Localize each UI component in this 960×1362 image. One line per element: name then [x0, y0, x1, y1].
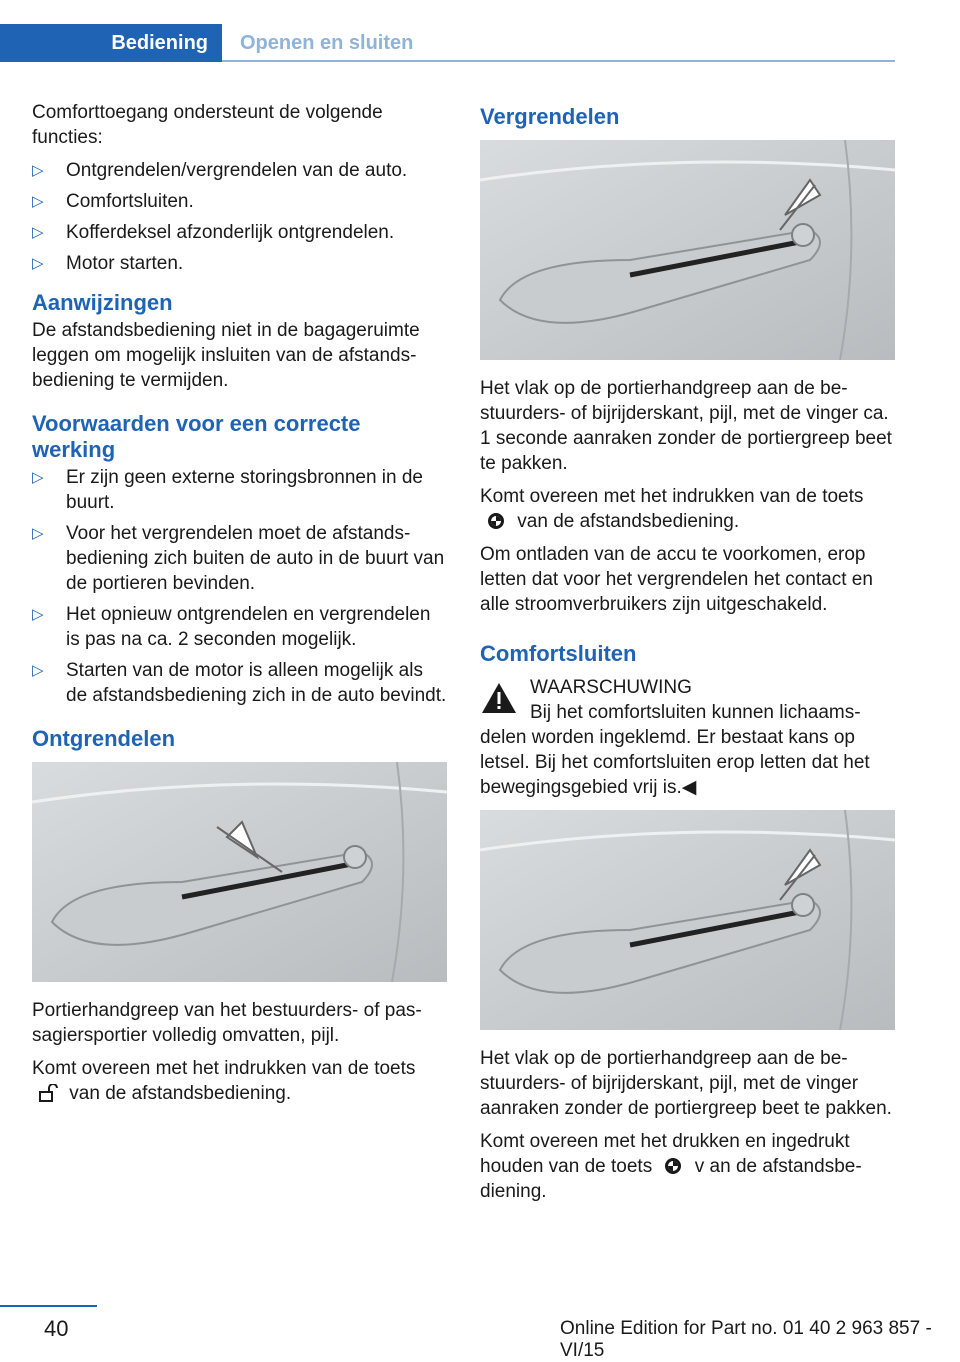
- list-item: ▷ Voor het vergrendelen moet de afstandsbediening zich buiten de auto in de buurt van de portieren bevinden.: [32, 521, 447, 596]
- unlock-key-icon: [38, 1084, 58, 1102]
- battery-text: Om ontladen van de accu te voorkomen, erop letten dat voor het vergrendelen het contact en alle stroomverbruikers zijn uitgeschakeld.: [480, 544, 873, 615]
- notes-text: De afstandsbediening niet in de bagageruimte leggen om mogelijk insluiten van de afstandsbediening te vermijden.: [32, 320, 420, 391]
- bmw-logo-key-icon: [663, 1157, 683, 1175]
- page-number: 40: [44, 1316, 69, 1341]
- comfort-key-text: Komt overeen met het drukken en ingedrukt houden van de toets v an de afstandsbediening.: [480, 1131, 862, 1202]
- warning-text: Bij het comfortsluiten kunnen lichaamsdelen worden ingeklemd. Er bestaat kans op letsel. Bij het comfortsluiten erop letten dat het bewegingsgebied vrij is.◀: [480, 702, 870, 798]
- door-handle-lock-photo: [480, 140, 895, 360]
- comfort-heading: Comfortsluiten: [480, 641, 637, 666]
- left-column: [32, 100, 447, 1114]
- prereq-list: [32, 465, 447, 708]
- unlock-text: Portierhandgreep van het bestuurders- of passagiersportier volledig omvatten, pijl.: [32, 1000, 422, 1046]
- list-item: ▷ Kofferdeksel afzonderlijk ontgrendelen.: [32, 220, 447, 245]
- door-handle-unlock-photo: [32, 762, 447, 982]
- bmw-logo-key-icon: [486, 512, 506, 530]
- prereq-heading: Voorwaarden voor een correcte werking: [32, 411, 361, 462]
- footer-rule: [0, 1305, 97, 1307]
- right-column: [480, 100, 895, 1212]
- warning-block: [480, 675, 895, 700]
- list-item: ▷ Motor starten.: [32, 251, 447, 276]
- warning-triangle-icon: [480, 681, 518, 715]
- lock-text: Het vlak op de portierhandgreep aan de bestuurders- of bijrijderskant, pijl, met de vinger ca. 1 seconde aanraken zonder de portiergreep beet te pakken.: [480, 378, 892, 474]
- functions-list: [32, 158, 447, 276]
- edition-footer: Online Edition for Part no. 01 40 2 963 857 - VI/15: [560, 1318, 932, 1361]
- list-item: ▷ Comfortsluiten.: [32, 189, 447, 214]
- list-item: ▷ Ontgrendelen/vergrendelen van de auto.: [32, 158, 447, 183]
- tab-bediening[interactable]: Bediening: [0, 24, 222, 62]
- list-item: ▷ Er zijn geen externe storingsbronnen in de buurt.: [32, 465, 447, 515]
- notes-heading: Aanwijzingen: [32, 290, 173, 315]
- warning-label: WAARSCHUWING: [530, 677, 692, 698]
- lock-key-text: Komt overeen met het indrukken van de toets van de afstandsbediening.: [480, 486, 864, 532]
- comfort-text: Het vlak op de portierhandgreep aan de bestuurders- of bijrijderskant, pijl, met de vinger aanraken zonder de portiergreep beet te pakken.: [480, 1048, 892, 1119]
- tab-openen-en-sluiten[interactable]: Openen en sluiten: [240, 32, 414, 54]
- lock-heading: Vergrendelen: [480, 104, 620, 129]
- unlock-heading: Ontgrendelen: [32, 726, 176, 751]
- door-handle-comfort-photo: [480, 810, 895, 1030]
- list-item: ▷ Starten van de motor is alleen mogelijk als de afstandsbediening zich in de auto bevindt.: [32, 658, 447, 708]
- intro-text: Comforttoegang ondersteunt de volgende functies:: [32, 102, 383, 148]
- list-item: ▷ Het opnieuw ontgrendelen en vergrendelen is pas na ca. 2 seconden mogelijk.: [32, 602, 447, 652]
- unlock-key-text: Komt overeen met het indrukken van de toets van de afstandsbediening.: [32, 1058, 416, 1104]
